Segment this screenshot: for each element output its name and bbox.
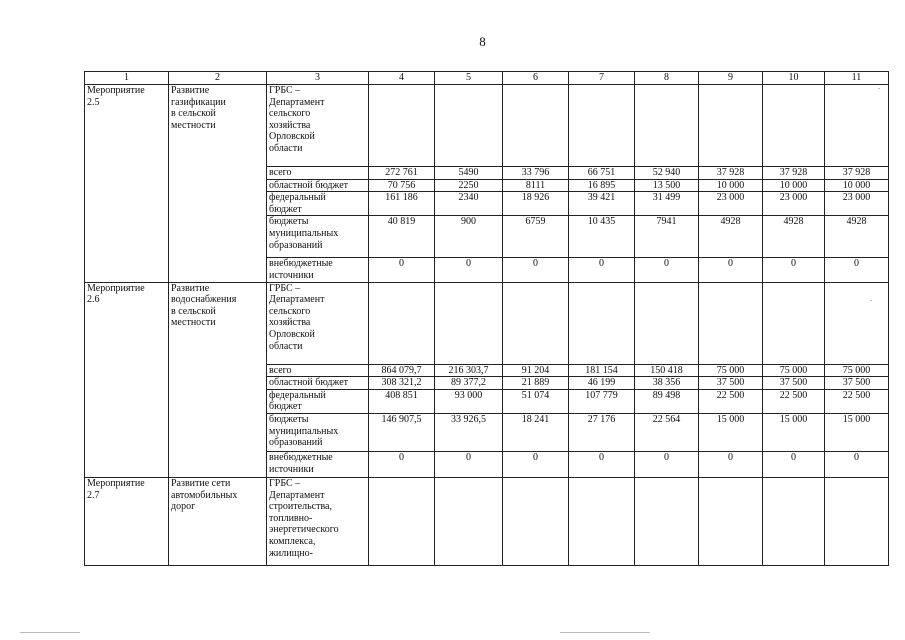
empty-cell	[763, 282, 825, 364]
value-cell: 308 321,2	[369, 377, 435, 390]
value-cell: 13 500	[635, 179, 699, 192]
empty-cell	[763, 85, 825, 167]
value-cell: 0	[825, 258, 889, 282]
value-cell: 161 186	[369, 192, 435, 216]
event-name-cell: Развитие сети автомобильных дорог	[169, 477, 267, 565]
value-cell: 89 377,2	[435, 377, 503, 390]
value-cell: 864 079,7	[369, 364, 435, 377]
funding-source-cell: внебюджетные источники	[267, 258, 369, 282]
page-number: 8	[479, 34, 486, 49]
column-number-header: 5	[435, 72, 503, 85]
value-cell: 0	[699, 451, 763, 477]
column-number-header: 11	[825, 72, 889, 85]
column-number-header: 2	[169, 72, 267, 85]
column-number-header: 9	[699, 72, 763, 85]
value-cell: 75 000	[825, 364, 889, 377]
value-cell: 31 499	[635, 192, 699, 216]
event-cell: Мероприятие 2.7	[85, 477, 169, 565]
scan-mark	[560, 632, 650, 633]
value-cell: 33 926,5	[435, 413, 503, 451]
empty-cell	[503, 282, 569, 364]
grbs-cell: ГРБС – Департамент строительства, топливно- энергетического комплекса, жилищно-	[267, 477, 369, 565]
value-cell: 18 926	[503, 192, 569, 216]
value-cell: 91 204	[503, 364, 569, 377]
value-cell: 33 796	[503, 167, 569, 180]
budget-table	[84, 71, 889, 566]
empty-cell	[503, 477, 569, 565]
scan-mark	[878, 88, 880, 89]
empty-cell	[435, 282, 503, 364]
value-cell: 27 176	[569, 413, 635, 451]
value-cell: 89 498	[635, 389, 699, 413]
funding-source-cell: всего	[267, 364, 369, 377]
value-cell: 0	[763, 258, 825, 282]
value-cell: 46 199	[569, 377, 635, 390]
funding-source-cell: всего	[267, 167, 369, 180]
value-cell: 51 074	[503, 389, 569, 413]
event-cell: Мероприятие 2.5	[85, 85, 169, 283]
value-cell: 21 889	[503, 377, 569, 390]
empty-cell	[699, 85, 763, 167]
empty-cell	[699, 282, 763, 364]
scan-mark	[20, 632, 80, 633]
value-cell: 7941	[635, 216, 699, 258]
column-number-header: 6	[503, 72, 569, 85]
empty-cell	[635, 477, 699, 565]
empty-cell	[569, 477, 635, 565]
value-cell: 23 000	[699, 192, 763, 216]
value-cell: 37 500	[825, 377, 889, 390]
event-cell: Мероприятие 2.6	[85, 282, 169, 477]
value-cell: 22 564	[635, 413, 699, 451]
table-row	[85, 85, 889, 167]
value-cell: 4928	[763, 216, 825, 258]
funding-source-cell: внебюджетные источники	[267, 451, 369, 477]
value-cell: 52 940	[635, 167, 699, 180]
column-number-header: 4	[369, 72, 435, 85]
funding-source-cell: областной бюджет	[267, 179, 369, 192]
value-cell: 216 303,7	[435, 364, 503, 377]
value-cell: 37 928	[825, 167, 889, 180]
value-cell: 22 500	[825, 389, 889, 413]
value-cell: 37 928	[699, 167, 763, 180]
value-cell: 181 154	[569, 364, 635, 377]
column-number-header: 7	[569, 72, 635, 85]
value-cell: 0	[635, 451, 699, 477]
value-cell: 0	[635, 258, 699, 282]
value-cell: 18 241	[503, 413, 569, 451]
value-cell: 0	[699, 258, 763, 282]
empty-cell	[635, 85, 699, 167]
value-cell: 70 756	[369, 179, 435, 192]
value-cell: 0	[369, 451, 435, 477]
event-name-cell: Развитие водоснабжения в сельской местности	[169, 282, 267, 477]
value-cell: 0	[503, 451, 569, 477]
value-cell: 37 928	[763, 167, 825, 180]
table-row	[85, 477, 889, 565]
value-cell: 4928	[699, 216, 763, 258]
empty-cell	[435, 85, 503, 167]
column-number-header: 8	[635, 72, 699, 85]
value-cell: 2340	[435, 192, 503, 216]
table-row	[85, 282, 889, 364]
value-cell: 0	[569, 451, 635, 477]
empty-cell	[569, 85, 635, 167]
empty-cell	[435, 477, 503, 565]
grbs-cell: ГРБС – Департамент сельского хозяйства Орловской области	[267, 282, 369, 364]
value-cell: 16 895	[569, 179, 635, 192]
column-number-row	[85, 72, 889, 85]
empty-cell	[825, 477, 889, 565]
value-cell: 10 435	[569, 216, 635, 258]
column-number-header: 3	[267, 72, 369, 85]
empty-cell	[635, 282, 699, 364]
value-cell: 75 000	[699, 364, 763, 377]
event-name-cell: Развитие газификации в сельской местности	[169, 85, 267, 283]
empty-cell	[825, 85, 889, 167]
value-cell: 150 418	[635, 364, 699, 377]
value-cell: 5490	[435, 167, 503, 180]
value-cell: 75 000	[763, 364, 825, 377]
value-cell: 0	[435, 258, 503, 282]
empty-cell	[503, 85, 569, 167]
value-cell: 146 907,5	[369, 413, 435, 451]
funding-source-cell: бюджеты муниципальных образований	[267, 216, 369, 258]
value-cell: 0	[763, 451, 825, 477]
column-number-header: 1	[85, 72, 169, 85]
value-cell: 4928	[825, 216, 889, 258]
value-cell: 38 356	[635, 377, 699, 390]
empty-cell	[825, 282, 889, 364]
value-cell: 93 000	[435, 389, 503, 413]
scan-mark	[870, 300, 872, 301]
empty-cell	[369, 282, 435, 364]
funding-source-cell: областной бюджет	[267, 377, 369, 390]
empty-cell	[569, 282, 635, 364]
value-cell: 107 779	[569, 389, 635, 413]
grbs-cell: ГРБС – Департамент сельского хозяйства Орловской области	[267, 85, 369, 167]
value-cell: 15 000	[699, 413, 763, 451]
funding-source-cell: федеральный бюджет	[267, 192, 369, 216]
value-cell: 10 000	[699, 179, 763, 192]
value-cell: 15 000	[825, 413, 889, 451]
value-cell: 0	[369, 258, 435, 282]
value-cell: 408 851	[369, 389, 435, 413]
value-cell: 40 819	[369, 216, 435, 258]
value-cell: 0	[569, 258, 635, 282]
column-number-header: 10	[763, 72, 825, 85]
value-cell: 37 500	[763, 377, 825, 390]
value-cell: 8111	[503, 179, 569, 192]
value-cell: 10 000	[763, 179, 825, 192]
value-cell: 66 751	[569, 167, 635, 180]
value-cell: 0	[503, 258, 569, 282]
funding-source-cell: федеральный бюджет	[267, 389, 369, 413]
value-cell: 23 000	[763, 192, 825, 216]
empty-cell	[699, 477, 763, 565]
value-cell: 23 000	[825, 192, 889, 216]
value-cell: 900	[435, 216, 503, 258]
value-cell: 2250	[435, 179, 503, 192]
value-cell: 0	[825, 451, 889, 477]
value-cell: 0	[435, 451, 503, 477]
value-cell: 6759	[503, 216, 569, 258]
value-cell: 22 500	[699, 389, 763, 413]
value-cell: 37 500	[699, 377, 763, 390]
empty-cell	[763, 477, 825, 565]
empty-cell	[369, 85, 435, 167]
value-cell: 22 500	[763, 389, 825, 413]
value-cell: 15 000	[763, 413, 825, 451]
value-cell: 39 421	[569, 192, 635, 216]
funding-source-cell: бюджеты муниципальных образований	[267, 413, 369, 451]
empty-cell	[369, 477, 435, 565]
value-cell: 10 000	[825, 179, 889, 192]
value-cell: 272 761	[369, 167, 435, 180]
